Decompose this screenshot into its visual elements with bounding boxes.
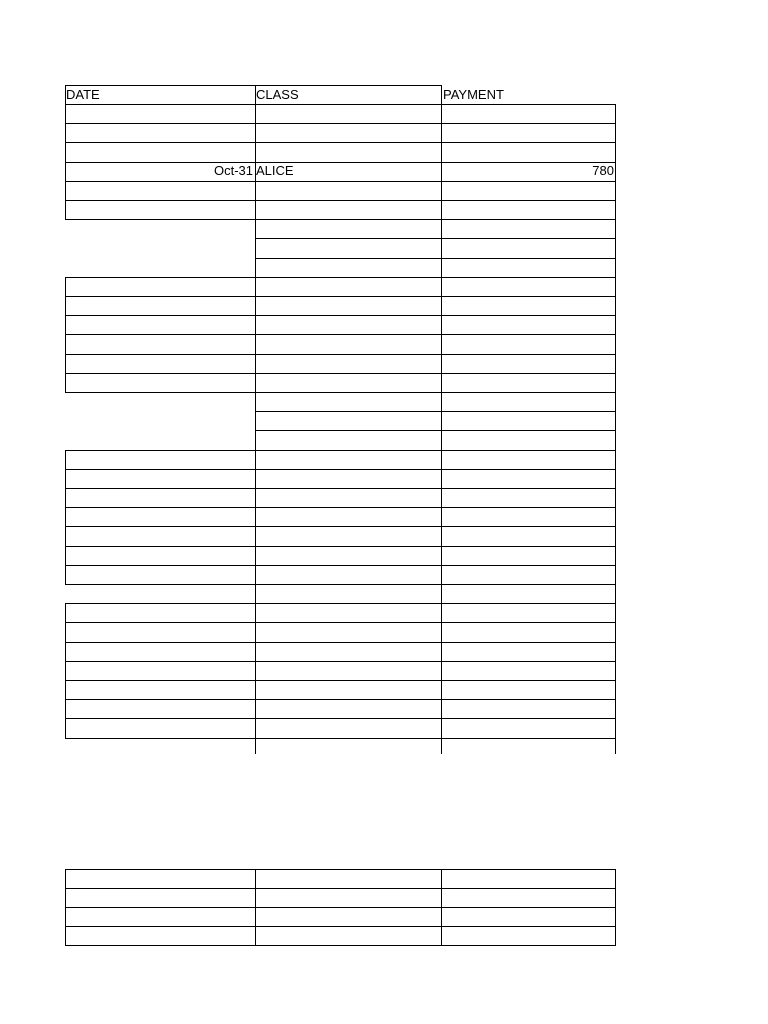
row-border (65, 622, 616, 623)
row-border (65, 738, 616, 739)
row-border (65, 680, 616, 681)
column-border (255, 738, 256, 754)
header-divider (441, 85, 442, 104)
column-border (615, 142, 616, 162)
column-border (441, 869, 442, 946)
column-border (615, 277, 616, 296)
column-border (441, 603, 442, 622)
column-border (441, 200, 442, 219)
column-border (615, 354, 616, 373)
column-border (255, 354, 256, 373)
column-border (255, 334, 256, 354)
row-border (65, 219, 616, 220)
row-border (255, 238, 616, 239)
column-border (65, 680, 66, 699)
column-border (441, 181, 442, 200)
column-border (615, 373, 616, 392)
row-border (65, 296, 616, 297)
column-border (65, 354, 66, 373)
column-border (615, 334, 616, 354)
column-border (65, 469, 66, 488)
column-border (615, 603, 616, 622)
column-border (615, 718, 616, 738)
row-border (65, 603, 616, 604)
column-border (615, 181, 616, 200)
row-border (65, 907, 616, 908)
column-border (65, 334, 66, 354)
cell-class[interactable]: ALICE (256, 163, 294, 178)
column-border (615, 584, 616, 603)
column-border (65, 622, 66, 642)
column-border (615, 738, 616, 754)
row-border (65, 450, 616, 451)
column-border (255, 584, 256, 603)
column-border (65, 603, 66, 622)
column-border (255, 661, 256, 680)
row-border (65, 277, 616, 278)
column-border (441, 354, 442, 373)
row-border (65, 869, 616, 870)
header-border (65, 85, 442, 86)
column-border (255, 258, 256, 277)
column-border (255, 622, 256, 642)
column-border (441, 718, 442, 738)
row-border (255, 430, 616, 431)
row-border (65, 392, 616, 393)
column-border (615, 488, 616, 507)
column-border (441, 219, 442, 238)
column-border (441, 738, 442, 754)
column-border (255, 430, 256, 450)
column-border (65, 642, 66, 661)
column-border (255, 373, 256, 392)
column-border (441, 104, 442, 123)
column-border (255, 277, 256, 296)
column-border (255, 219, 256, 238)
cell-date[interactable]: Oct-31 (213, 163, 253, 178)
column-border (441, 507, 442, 526)
column-border (615, 450, 616, 469)
row-border (65, 315, 616, 316)
column-border (615, 392, 616, 411)
row-border (65, 945, 616, 946)
row-border (65, 488, 616, 489)
column-border (65, 450, 66, 469)
row-border (65, 584, 616, 585)
column-border (441, 526, 442, 546)
row-border (65, 200, 616, 201)
column-border (441, 699, 442, 718)
header-payment: PAYMENT (443, 87, 504, 102)
column-border (255, 507, 256, 526)
column-border (65, 277, 66, 296)
column-border (441, 565, 442, 584)
column-border (255, 181, 256, 200)
column-border (615, 200, 616, 219)
column-border (441, 430, 442, 450)
column-border (65, 296, 66, 315)
row-border (65, 373, 616, 374)
row-border (65, 104, 616, 105)
column-border (615, 565, 616, 584)
row-border (65, 469, 616, 470)
column-border (255, 488, 256, 507)
row-border (65, 334, 616, 335)
column-border (615, 642, 616, 661)
column-border (255, 718, 256, 738)
column-border (255, 296, 256, 315)
row-border (65, 354, 616, 355)
column-border (65, 526, 66, 546)
column-border (255, 123, 256, 142)
column-border (255, 699, 256, 718)
column-border (65, 315, 66, 334)
column-border (615, 680, 616, 699)
column-border (441, 238, 442, 258)
column-border (255, 450, 256, 469)
column-border (65, 546, 66, 565)
header-class: CLASS (256, 87, 299, 102)
column-border (441, 584, 442, 603)
row-border (65, 699, 616, 700)
column-border (615, 219, 616, 238)
column-border (255, 200, 256, 219)
column-border (65, 488, 66, 507)
row-border (255, 258, 616, 259)
column-border (615, 526, 616, 546)
row-border (65, 526, 616, 527)
row-border (65, 718, 616, 719)
column-border (65, 718, 66, 738)
column-border (615, 546, 616, 565)
column-border (65, 565, 66, 584)
column-border (615, 661, 616, 680)
column-border (441, 546, 442, 565)
header-date: DATE (66, 87, 100, 102)
column-border (615, 238, 616, 258)
column-border (255, 565, 256, 584)
column-border (65, 104, 66, 123)
column-border (615, 315, 616, 334)
column-border (65, 123, 66, 142)
row-border (65, 565, 616, 566)
column-border (615, 296, 616, 315)
column-border (255, 526, 256, 546)
column-border (441, 142, 442, 162)
row-border (65, 888, 616, 889)
column-border (255, 642, 256, 661)
column-border (65, 661, 66, 680)
column-border (65, 142, 66, 162)
row-border (65, 123, 616, 124)
column-border (441, 488, 442, 507)
column-border (65, 200, 66, 219)
column-border (615, 699, 616, 718)
column-border (441, 392, 442, 411)
row-border (65, 661, 616, 662)
column-border (255, 411, 256, 430)
column-border (441, 296, 442, 315)
row-border (65, 642, 616, 643)
column-border (441, 680, 442, 699)
cell-payment[interactable]: 780 (592, 163, 614, 178)
row-border (65, 507, 616, 508)
column-border (441, 162, 442, 181)
column-border (255, 142, 256, 162)
column-border (441, 469, 442, 488)
column-border (255, 603, 256, 622)
row-border (65, 546, 616, 547)
column-border (255, 104, 256, 123)
column-border (615, 430, 616, 450)
column-border (441, 642, 442, 661)
column-border (615, 104, 616, 123)
column-border (615, 411, 616, 430)
column-border (441, 123, 442, 142)
column-border (65, 507, 66, 526)
column-border (65, 699, 66, 718)
column-border (441, 622, 442, 642)
column-border (615, 123, 616, 142)
column-border (615, 507, 616, 526)
column-border (615, 469, 616, 488)
column-border (255, 392, 256, 411)
column-border (65, 181, 66, 200)
column-border (255, 238, 256, 258)
row-border (65, 142, 616, 143)
column-border (255, 546, 256, 565)
column-border (441, 258, 442, 277)
column-border (615, 258, 616, 277)
column-border (255, 680, 256, 699)
column-border (65, 373, 66, 392)
column-border (441, 661, 442, 680)
column-border (615, 622, 616, 642)
column-border (441, 411, 442, 430)
row-border (255, 411, 616, 412)
column-border (441, 373, 442, 392)
column-border (441, 450, 442, 469)
column-border (255, 315, 256, 334)
column-border (65, 869, 66, 946)
row-border (65, 181, 616, 182)
column-border (441, 277, 442, 296)
column-border (615, 162, 616, 181)
column-border (441, 315, 442, 334)
column-border (255, 869, 256, 946)
row-border (65, 926, 616, 927)
column-border (441, 334, 442, 354)
column-border (255, 469, 256, 488)
column-border (615, 869, 616, 946)
